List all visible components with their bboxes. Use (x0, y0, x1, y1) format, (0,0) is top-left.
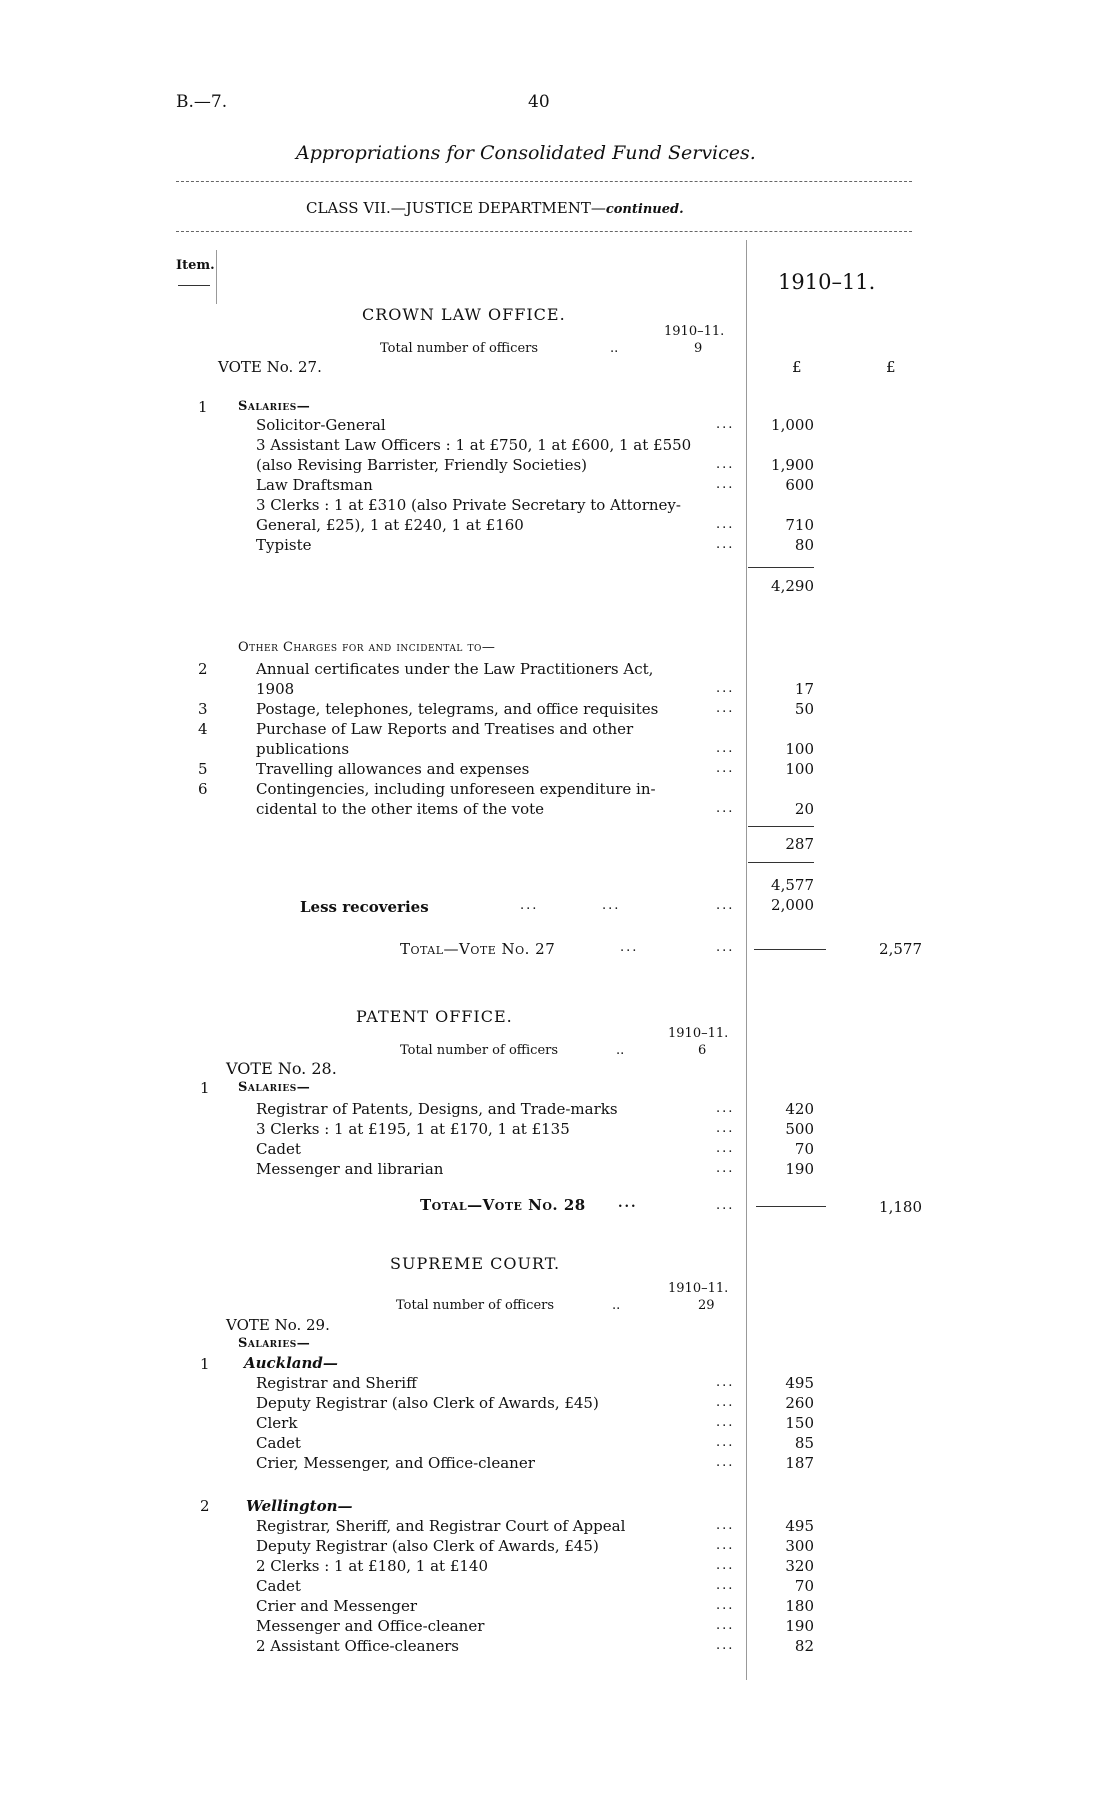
leader-dots: ... (716, 417, 735, 432)
row-description: Registrar, Sheriff, and Registrar Court of Appeal (256, 1517, 626, 1535)
salaries-heading: Salaries— (238, 399, 311, 414)
crown-year: 1910–11. (664, 324, 725, 339)
row-amount: 420 (785, 1100, 814, 1118)
leader-dots: ... (716, 1161, 735, 1176)
row-amount: 190 (785, 1617, 814, 1635)
row-amount: 80 (794, 536, 814, 554)
row-amount: 100 (785, 740, 814, 758)
subtotal-rule (748, 826, 814, 827)
total-vote-27-label: Total—Vote No. 27 (400, 940, 556, 958)
leader-dots: .. (616, 1043, 625, 1058)
row-description: Messenger and librarian (256, 1160, 444, 1178)
item-number: 1 (200, 1355, 210, 1373)
leader-dots: ... (716, 1618, 735, 1633)
pound-symbol: £ (792, 358, 802, 376)
row-amount: 190 (785, 1160, 814, 1178)
supreme-officers-label: Total number of officers (396, 1298, 555, 1313)
leader-dots: ... (716, 517, 735, 532)
leader-dots: ... (716, 1598, 735, 1613)
crown-officers-label: Total number of officers (380, 341, 539, 356)
row-amount: 17 (794, 680, 814, 698)
row-description: Typiste (256, 536, 312, 554)
page-title: Appropriations for Consolidated Fund Services. (296, 142, 756, 164)
leader-dots: ... (716, 1435, 735, 1450)
leader-dots: ... (716, 1638, 735, 1653)
row-description: 3 Clerks : 1 at £310 (also Private Secretary to Attorney- (256, 496, 681, 514)
supreme-officers-count: 29 (698, 1298, 715, 1313)
row-description: Cadet (256, 1434, 301, 1452)
total-vote-28-label: Total—Vote No. 28 (420, 1196, 586, 1214)
subtotal-rule (748, 862, 814, 863)
crown-vote-number: VOTE No. 27. (218, 358, 322, 376)
leader-dots: ... (716, 940, 735, 955)
leader-dots: ... (620, 940, 639, 955)
patent-officers-label: Total number of officers (400, 1043, 559, 1058)
row-description: Travelling allowances and expenses (256, 760, 530, 778)
row-description: Messenger and Office-cleaner (256, 1617, 485, 1635)
leader-dots: ... (716, 1455, 735, 1470)
patent-officers-count: 6 (698, 1043, 707, 1058)
row-amount: 710 (785, 516, 814, 534)
crown-officers-count: 9 (694, 341, 703, 356)
row-description: Postage, telephones, telegrams, and office requisites (256, 700, 659, 718)
row-amount: 50 (794, 700, 814, 718)
row-description: Cadet (256, 1140, 301, 1158)
row-description: Cadet (256, 1577, 301, 1595)
leader-dots: .. (610, 341, 619, 356)
leader-dots: ... (716, 898, 735, 913)
class-continued: continued. (605, 202, 684, 217)
salaries-heading: Salaries— (238, 1080, 311, 1095)
row-amount: 1,900 (771, 456, 814, 474)
row-description: publications (256, 740, 350, 758)
item-column-rule (216, 250, 217, 304)
item-number: 1 (198, 398, 208, 416)
crown-combined-amount: 4,577 (771, 876, 814, 894)
leader-dots: ... (716, 1121, 735, 1136)
item-number: 1 (200, 1079, 210, 1097)
row-description: Registrar and Sheriff (256, 1374, 417, 1392)
page-number: 40 (528, 92, 550, 112)
row-description: Annual certificates under the Law Practitioners Act, (256, 660, 654, 678)
row-amount: 495 (785, 1374, 814, 1392)
year-column-label: 1910–11. (778, 270, 876, 294)
row-description: 2 Clerks : 1 at £180, 1 at £140 (256, 1557, 488, 1575)
row-amount: 600 (785, 476, 814, 494)
total-vote-28-amount: 1,180 (879, 1198, 922, 1216)
row-description: cidental to the other items of the vote (256, 800, 545, 818)
leader-dots: ... (716, 1375, 735, 1390)
leader-dots: ... (716, 1141, 735, 1156)
page-ref: B.—7. (176, 92, 228, 112)
row-description: 1908 (256, 680, 295, 698)
other-charges-heading: Other Charges for and incidental to— (238, 640, 496, 655)
section-heading-crown: CROWN LAW OFFICE. (362, 305, 566, 324)
less-recoveries-amount: 2,000 (771, 896, 814, 914)
salaries-heading: Salaries— (238, 1336, 311, 1351)
auckland-label: Auckland— (244, 1354, 338, 1372)
row-amount: 300 (785, 1537, 814, 1555)
crown-other-subtotal: 287 (785, 835, 814, 853)
item-number: 3 (198, 700, 208, 718)
row-description: 3 Assistant Law Officers : 1 at £750, 1 at £600, 1 at £550 (256, 436, 692, 454)
leader-dots: ... (716, 1578, 735, 1593)
row-amount: 70 (794, 1577, 814, 1595)
row-description: Deputy Registrar (also Clerk of Awards, £45) (256, 1537, 599, 1555)
row-description: Solicitor-General (256, 416, 386, 434)
row-amount: 500 (785, 1120, 814, 1138)
crown-salaries-subtotal: 4,290 (771, 577, 814, 595)
row-amount: 180 (785, 1597, 814, 1615)
patent-year: 1910–11. (668, 1026, 729, 1041)
section-heading-patent: PATENT OFFICE. (356, 1007, 513, 1026)
supreme-vote-number: VOTE No. 29. (226, 1316, 330, 1334)
row-amount: 70 (794, 1140, 814, 1158)
row-amount: 82 (794, 1637, 814, 1655)
row-description: Contingencies, including unforeseen expenditure in- (256, 780, 656, 798)
leader-dots: ... (716, 801, 735, 816)
leader-dots: ... (716, 1558, 735, 1573)
supreme-year: 1910–11. (668, 1281, 729, 1296)
class-heading (306, 199, 684, 217)
item-underline (178, 285, 210, 286)
class-rule (176, 231, 912, 232)
class-line: CLASS VII.—JUSTICE DEPARTMENT— (306, 199, 606, 217)
row-amount: 85 (794, 1434, 814, 1452)
row-description: Crier and Messenger (256, 1597, 418, 1615)
leader-dots: ... (716, 1395, 735, 1410)
row-amount: 260 (785, 1394, 814, 1412)
row-description: 2 Assistant Office-cleaners (256, 1637, 459, 1655)
item-number: 2 (200, 1497, 210, 1515)
total-rule (756, 1206, 826, 1207)
row-description: Registrar of Patents, Designs, and Trade-marks (256, 1100, 618, 1118)
less-recoveries-label: Less recoveries (300, 898, 429, 916)
title-rule (176, 181, 912, 182)
row-amount: 100 (785, 760, 814, 778)
subtotal-rule (748, 567, 814, 568)
item-number: 4 (198, 720, 208, 738)
leader-dots: ... (716, 1198, 735, 1213)
leader-dots: ... (716, 457, 735, 472)
leader-dots: ... (716, 701, 735, 716)
amount-column-rule (746, 240, 747, 1680)
leader-dots: ... (520, 898, 539, 913)
wellington-label: Wellington— (246, 1497, 353, 1515)
leader-dots: ... (716, 681, 735, 696)
leader-dots: ... (716, 1538, 735, 1553)
patent-vote-number: VOTE No. 28. (226, 1059, 337, 1078)
leader-dots: ... (716, 477, 735, 492)
row-description: Clerk (256, 1414, 298, 1432)
leader-dots: ... (618, 1196, 638, 1211)
row-description: General, £25), 1 at £240, 1 at £160 (256, 516, 524, 534)
row-amount: 20 (794, 800, 814, 818)
row-amount: 495 (785, 1517, 814, 1535)
row-description: (also Revising Barrister, Friendly Societies) (256, 456, 588, 474)
row-amount: 187 (785, 1454, 814, 1472)
pound-symbol: £ (886, 358, 896, 376)
leader-dots: ... (716, 1101, 735, 1116)
row-amount: 1,000 (771, 416, 814, 434)
section-heading-supreme: SUPREME COURT. (390, 1254, 561, 1273)
total-rule (754, 949, 826, 950)
leader-dots: ... (716, 1518, 735, 1533)
leader-dots: ... (716, 537, 735, 552)
row-description: Crier, Messenger, and Office-cleaner (256, 1454, 535, 1472)
leader-dots: .. (612, 1298, 621, 1313)
row-description: Law Draftsman (256, 476, 373, 494)
item-number: 2 (198, 660, 208, 678)
leader-dots: ... (716, 741, 735, 756)
item-number: 6 (198, 780, 208, 798)
leader-dots: ... (716, 1415, 735, 1430)
total-vote-27-amount: 2,577 (879, 940, 922, 958)
row-amount: 320 (785, 1557, 814, 1575)
leader-dots: ... (716, 761, 735, 776)
row-description: Deputy Registrar (also Clerk of Awards, £45) (256, 1394, 599, 1412)
leader-dots: ... (602, 898, 621, 913)
row-description: Purchase of Law Reports and Treatises and other (256, 720, 634, 738)
row-description: 3 Clerks : 1 at £195, 1 at £170, 1 at £135 (256, 1120, 570, 1138)
item-number: 5 (198, 760, 208, 778)
row-amount: 150 (785, 1414, 814, 1432)
item-column-label: Item. (176, 258, 215, 273)
